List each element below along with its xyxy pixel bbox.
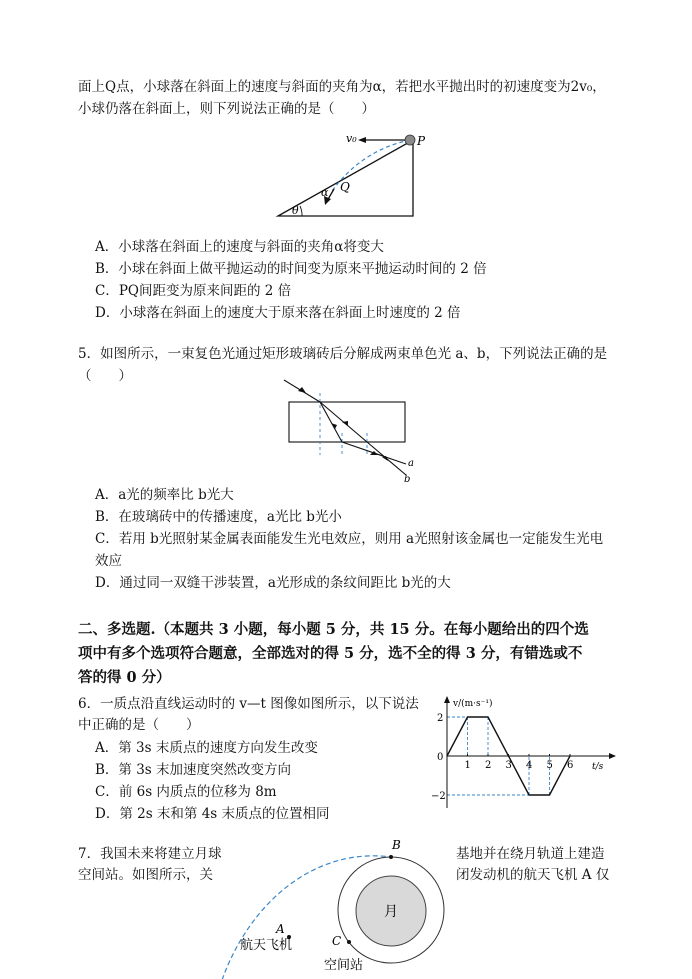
station-label: 空间站 [324,958,364,973]
label-v0: v₀ [346,132,357,145]
q5-option-b[interactable]: B．在玻璃砖中的传播速度，a光比 b光小 [95,509,342,525]
q7-stem-right2: 闭发动机的航天飞机 A 仅 [456,867,610,883]
label-a: a [408,458,414,469]
moon-label: 月 [384,904,398,920]
ray-a-in-glass [320,402,342,442]
vt-graph [430,692,620,812]
y-axis-label: v/(m·s⁻¹) [453,699,493,709]
label-alpha: α [321,186,329,199]
section2-heading-line1: 二、多选题.（本题共 3 小题，每小题 5 分，共 15 分。在每小题给出的四个选 [78,621,589,638]
q7-stem-left2: 空间站。如图所示，关 [78,867,213,883]
label-b: b [404,474,411,485]
q6-option-c[interactable]: C．前 6s 内质点的位移为 8m [95,784,277,800]
q5-stem-line2: （ ） [78,368,132,384]
q5-option-c-cont: 效应 [95,553,122,569]
label-C: C [332,934,342,948]
x-tick-label-6: 6 [567,760,574,771]
x-tick-label-4: 4 [526,760,533,771]
label-theta: θ [292,204,299,217]
q4-option-d[interactable]: D．小球落在斜面上的速度大于原来落在斜面上时速度的 2 倍 [95,305,461,321]
q6-stem-line2: 中正确的是（ ） [78,717,200,733]
q6-option-a[interactable]: A．第 3s 末质点的速度方向发生改变 [95,740,318,756]
q4-stem-line1: 面上Q点，小球落在斜面上的速度与斜面的夹角为α，若把水平抛出时的初速度变为2v₀， [78,79,606,95]
ball [405,135,415,145]
shuttle-label: 航天飞机 [240,938,293,953]
q4-stem-line2: 小球仍落在斜面上，则下列说法正确的是（ ） [78,101,375,117]
x-axis-arrow [609,753,616,759]
label-A: A [276,922,285,936]
q4-option-b[interactable]: B．小球在斜面上做平抛运动的时间变为原来平抛运动时间的 2 倍 [95,261,487,277]
incident-arrowhead [298,387,306,393]
section2-heading-line2: 项中有多个选项符合题意，全部选对的得 5 分，选不全的得 3 分，有错选或不 [78,645,583,662]
y-tick-label-1: 0 [437,752,444,763]
q4-option-c[interactable]: C．PQ间距变为原来间距的 2 倍 [95,283,292,299]
q4-incline-figure [270,128,430,220]
q5-stem-line1: 5．如图所示，一束复色光通过矩形玻璃砖后分解成两束单色光 a、b，下列说法正确的是 [78,346,608,362]
point-B [389,855,393,859]
y-tick-label-2: −2 [431,791,446,802]
q7-stem-right1: 基地并在绕月轨道上建造 [456,846,605,862]
y-axis-arrow [444,696,450,703]
label-B: B [392,838,401,852]
q5-option-a[interactable]: A．a光的频率比 b光大 [95,487,234,503]
y-tick-label-0: 2 [437,713,444,724]
label-Q: Q [340,180,350,194]
x-tick-label-3: 3 [505,760,512,771]
section2-heading-line3: 答的得 0 分） [78,669,171,686]
theta-arc [300,206,302,216]
q6-option-b[interactable]: B．第 3s 末加速度突然改变方向 [95,762,292,778]
q5-option-c[interactable]: C．若用 b光照射某金属表面能发生光电效应，则用 a光照射该金属也一定能发生光电 [95,531,604,547]
point-C [347,940,351,944]
q5-option-d[interactable]: D．通过同一双缝干涉装置，a光形成的条纹间距比 b光的大 [95,575,451,591]
q6-option-d[interactable]: D．第 2s 末和第 4s 末质点的位置相同 [95,806,330,822]
x-tick-label-1: 1 [464,760,471,771]
q6-stem-line1: 6．一质点沿直线运动时的 v—t 图像如图所示，以下说法 [78,696,419,712]
q4-option-a[interactable]: A．小球落在斜面上的速度与斜面的夹角α将变大 [95,239,384,255]
x-axis-label: t/s [592,762,604,772]
x-tick-label-5: 5 [546,760,553,771]
q5-glass-figure [280,373,420,485]
v0-arrowhead [358,137,366,143]
label-P: P [417,134,426,148]
x-tick-label-2: 2 [485,760,492,771]
q7-stem-left1: 7．我国未来将建立月球 [78,846,222,862]
q7-moon-orbit-figure [220,832,460,979]
